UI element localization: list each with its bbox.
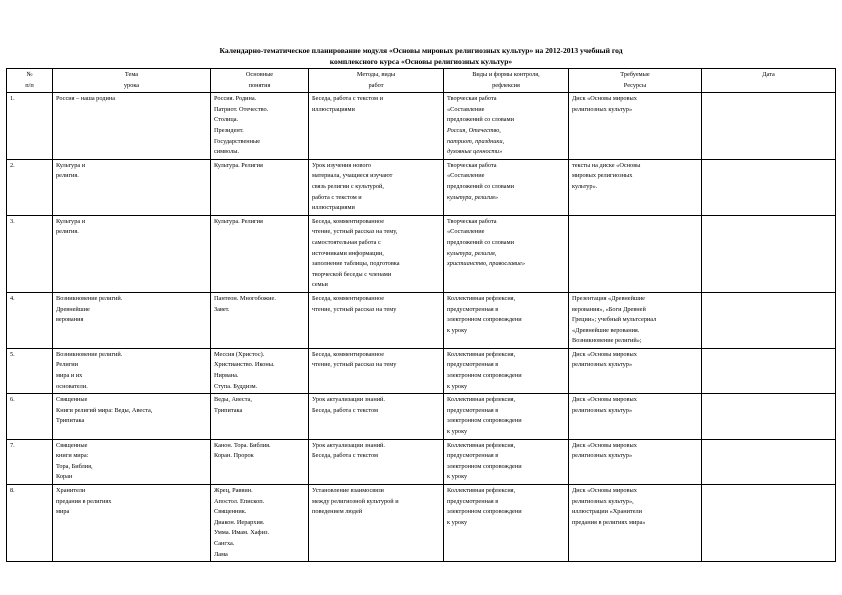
resources-line: религиозных культур», [572, 497, 634, 505]
header-row [7, 69, 836, 93]
resources-line: предания в религиях мира» [572, 518, 646, 526]
topic-line: Культура и [56, 161, 86, 169]
header-text: Ресурсы [623, 81, 647, 89]
control-line: культура, религия, [447, 249, 497, 257]
concepts-line: Культура. Религия [214, 161, 263, 169]
control-line: «Составление [447, 172, 485, 180]
cell-topic [53, 159, 211, 215]
cell-methods [309, 394, 444, 439]
control-line: Коллективная рефлексия, [447, 441, 516, 449]
cell-methods [309, 485, 444, 562]
header-text: Виды и формы контроля, [472, 71, 540, 78]
table-row [7, 292, 836, 348]
control-line: предложений со словами [447, 116, 514, 124]
header-text: № [26, 71, 33, 78]
methods-line: источниками информации, [312, 249, 384, 257]
concepts-line: Культура. Религия [214, 217, 263, 225]
control-line: электронном сопровождени [447, 462, 522, 470]
topic-line: религия. [56, 172, 79, 180]
table-row [7, 394, 836, 439]
topic-line: Священные [56, 396, 88, 404]
methods-line: Урок актуализации знаний. [312, 441, 386, 449]
methods-line: Беседа, работа с текстом и [312, 95, 383, 103]
control-line: Россия, Отечество, [447, 126, 501, 134]
concepts-line: Столица. [214, 116, 239, 124]
cell-date [702, 292, 836, 348]
methods-line: Урок изучения нового [312, 161, 372, 169]
control-line: предусмотренная в [447, 406, 499, 414]
cell-resources [569, 485, 702, 562]
cell-methods [309, 439, 444, 484]
control-line: Творческая работа [447, 95, 497, 103]
topic-line: религия. [56, 228, 79, 236]
resources-line: культур». [572, 182, 598, 190]
control-line: электронном сопровождени [447, 417, 522, 425]
resources-line: Диск «Основы мировых [572, 95, 637, 103]
cell-topic [53, 439, 211, 484]
concepts-line: Веды, Авеста, [214, 396, 252, 404]
cell-control [444, 439, 569, 484]
header-text: рефлексия [492, 81, 520, 89]
concepts-line: Сангха. [214, 539, 235, 547]
topic-line: мира [56, 508, 70, 516]
cell-methods [309, 292, 444, 348]
cell-control [444, 348, 569, 393]
control-line: электронном сопровождени [447, 508, 522, 516]
cell-methods [309, 348, 444, 393]
cell-methods [309, 215, 444, 292]
topic-line: Коран [56, 473, 73, 481]
table-row [7, 485, 836, 562]
control-line: предусмотренная в [447, 452, 499, 460]
cell-num: 2. [7, 159, 53, 215]
control-line: к уроку [447, 428, 468, 436]
concepts-line: символы. [214, 148, 240, 156]
header-text: Требуемые [620, 71, 650, 78]
methods-line: самостоятельная работа с [312, 238, 381, 246]
header-text: Основные [245, 71, 274, 78]
cell-topic [53, 292, 211, 348]
resources-line: Диск «Основы мировых [572, 441, 637, 449]
resources-line: Диск «Основы мировых [572, 350, 637, 358]
table-row [7, 215, 836, 292]
methods-line: Беседа, работа с текстом [312, 452, 379, 460]
cell-num: 5. [7, 348, 53, 393]
page-title: Календарно-тематическое планирование модуля «Основы мировых религиозных культур» на 2012-2013 учебный год [219, 46, 623, 55]
control-line: культура, религия» [447, 193, 499, 201]
resources-line: Диск «Основы мировых [572, 396, 637, 404]
cell-date [702, 394, 836, 439]
resources-line: Возникновение религий»; [572, 337, 642, 345]
resources-line: тексты на диске «Основы [572, 161, 641, 169]
concepts-line: Умма. Имам. Хафиз. [214, 529, 270, 537]
cell-num: 1. [7, 93, 53, 160]
resources-line: верования», «Боги Древней [572, 305, 646, 313]
control-line: Коллективная рефлексия, [447, 350, 516, 358]
concepts-line: Россия. Родина. [214, 95, 257, 103]
concepts-line: Завет. [214, 305, 230, 313]
cell-concepts [211, 215, 309, 292]
cell-topic [53, 394, 211, 439]
resources-line: мировых религиозных [572, 172, 633, 180]
header-text: п/п [25, 81, 34, 89]
control-line: предложений со словами [447, 182, 514, 190]
cell-resources [569, 159, 702, 215]
cell-topic [53, 93, 211, 160]
methods-line: заполнение таблицы, подготовка [312, 260, 400, 268]
topic-line: Хранители [56, 487, 86, 494]
cell-concepts [211, 292, 309, 348]
concepts-line: Президент. [214, 126, 244, 134]
resources-line: религиозных культур» [572, 452, 633, 460]
control-line: предусмотренная в [447, 361, 499, 369]
table-row [7, 439, 836, 484]
control-line: к уроку [447, 326, 468, 334]
header-text: понятия [248, 81, 271, 89]
topic-line: верования [56, 316, 84, 324]
header-text: урока [123, 81, 140, 89]
methods-line: Беседа, работа с текстом [312, 406, 379, 414]
cell-methods [309, 159, 444, 215]
cell-date [702, 159, 836, 215]
page-subtitle: комплексного курса «Основы религиозных культур» [329, 57, 513, 66]
cell-resources [569, 394, 702, 439]
header-text: Методы, виды [356, 71, 396, 78]
methods-line: иллюстрациями [312, 105, 355, 113]
topic-line: Культура и [56, 217, 86, 225]
control-line: предусмотренная в [447, 305, 499, 313]
concepts-line: Священник. [214, 508, 247, 516]
cell-concepts [211, 485, 309, 562]
cell-concepts [211, 159, 309, 215]
methods-line: чтение, устный рассказ на тему, [312, 228, 398, 236]
cell-control [444, 93, 569, 160]
concepts-line: Жрец, Раввин. [214, 487, 253, 494]
topic-line: Книги религий мира: Веды, Авеста, [56, 406, 153, 414]
cell-date [702, 215, 836, 292]
cell-control [444, 215, 569, 292]
control-line: электронном сопровождени [447, 316, 522, 324]
control-line: «Составление [447, 228, 485, 236]
control-line: к уроку [447, 473, 468, 481]
column-header-methods [309, 69, 444, 93]
cell-concepts [211, 439, 309, 484]
concepts-line: Христианство. Иконы. [214, 361, 275, 369]
cell-control [444, 485, 569, 562]
header-text: Тема [124, 71, 139, 78]
column-header-resources [569, 69, 702, 93]
control-line: христианство, православие» [447, 260, 525, 268]
header-text: работ [368, 81, 384, 89]
topic-line: Тора, Библия, [56, 462, 93, 470]
concepts-line: Диакон. Иерархия. [214, 518, 265, 526]
cell-methods [309, 93, 444, 160]
concepts-line: Государственные [214, 137, 261, 145]
methods-line: Урок актуализации знаний. [312, 396, 386, 404]
column-header-num [7, 69, 53, 93]
cell-topic [53, 215, 211, 292]
concepts-line: Пантеон. Многобожие. [214, 294, 276, 302]
topic-line: Возникновение религий. [56, 294, 123, 302]
control-line: Коллективная рефлексия, [447, 487, 516, 494]
topic-line: Древнейшие [56, 305, 90, 313]
topic-line: Религии [56, 361, 79, 369]
topic-line: книги мира: [56, 452, 89, 460]
cell-num: 7. [7, 439, 53, 484]
methods-line: Беседа, комментированное [312, 350, 385, 358]
concepts-line: Нирвана. [214, 372, 239, 380]
control-line: духовные ценности» [447, 148, 503, 156]
methods-line: иллюстрациями [312, 204, 355, 212]
methods-line: материала, учащиеся изучают [312, 172, 393, 180]
cell-topic [53, 485, 211, 562]
methods-line: Беседа, комментированное [312, 294, 385, 302]
header-text: Дата [762, 71, 775, 78]
control-line: «Составление [447, 105, 485, 113]
resources-line: религиозных культур» [572, 361, 633, 369]
control-line: предусмотренная в [447, 497, 499, 505]
cell-concepts [211, 348, 309, 393]
topic-line: Трипитака [56, 417, 85, 425]
concepts-line: Лама [214, 550, 228, 558]
cell-date [702, 93, 836, 160]
concepts-line: Коран. Пророк [214, 452, 254, 460]
cell-control [444, 159, 569, 215]
resources-line: религиозных культур» [572, 105, 633, 113]
methods-line: Установление взаимосвязи [312, 487, 384, 494]
cell-control [444, 394, 569, 439]
resources-line: Презентация «Древнейшие [572, 294, 645, 302]
cell-resources [569, 439, 702, 484]
control-line: к уроку [447, 382, 468, 390]
column-header-topic [53, 69, 211, 93]
concepts-line: Апостол. Епископ. [214, 497, 265, 505]
control-line: Коллективная рефлексия, [447, 294, 516, 302]
cell-date [702, 348, 836, 393]
resources-line: Греции»; учебный мультсериал [572, 316, 657, 324]
topic-line: предания в религиях [56, 497, 112, 505]
resources-line: иллюстрации «Хранители [572, 508, 643, 516]
methods-line: чтение, устный рассказ на тему [312, 361, 397, 369]
column-header-concepts [211, 69, 309, 93]
control-line: патриот, праздники, [447, 137, 505, 145]
topic-line: Возникновение религий. [56, 350, 123, 358]
concepts-line: Трипитака [214, 406, 243, 414]
concepts-line: Мессия (Христос). [214, 350, 265, 358]
cell-resources [569, 93, 702, 160]
resources-line: религиозных культур» [572, 406, 633, 414]
cell-num: 3. [7, 215, 53, 292]
concepts-line: Патриот. Отечество. [214, 105, 269, 113]
concepts-line: Канон. Тора. Библия. [214, 441, 271, 449]
topic-line: Россия – наша родина [56, 95, 116, 103]
control-line: предложений со словами [447, 238, 514, 246]
cell-concepts [211, 394, 309, 439]
control-line: Коллективная рефлексия, [447, 396, 516, 404]
methods-line: семьи [312, 281, 328, 289]
cell-concepts [211, 93, 309, 160]
cell-num: 6. [7, 394, 53, 439]
methods-line: между религиозной культурой и [312, 497, 399, 505]
plan-table [6, 68, 836, 562]
control-line: Творческая работа [447, 217, 497, 225]
cell-resources [569, 215, 702, 292]
topic-line: основатели. [56, 382, 88, 390]
cell-date [702, 485, 836, 562]
cell-control [444, 292, 569, 348]
column-header-control [444, 69, 569, 93]
cell-topic [53, 348, 211, 393]
topic-line: Священные [56, 441, 88, 449]
methods-line: поведением людей [312, 508, 363, 516]
cell-date [702, 439, 836, 484]
table-row [7, 348, 836, 393]
control-line: электронном сопровождени [447, 372, 522, 380]
control-line: Творческая работа [447, 161, 497, 169]
table-row [7, 159, 836, 215]
methods-line: Беседа, комментированное [312, 217, 385, 225]
column-header-date [702, 69, 836, 93]
cell-num: 4. [7, 292, 53, 348]
table-row [7, 93, 836, 160]
cell-resources [569, 348, 702, 393]
methods-line: чтение, устный рассказ на тему [312, 305, 397, 313]
methods-line: работа с текстом и [312, 193, 362, 201]
resources-line: Диск «Основы мировых [572, 487, 637, 494]
resources-line: «Древнейшие верования. [572, 326, 640, 334]
topic-line: мира и их [56, 372, 83, 380]
methods-line: связь религии с культурой, [312, 182, 384, 190]
methods-line: творческой беседы с членами [312, 270, 392, 278]
control-line: к уроку [447, 518, 468, 526]
concepts-line: Ступа. Буддизм. [214, 382, 258, 390]
cell-resources [569, 292, 702, 348]
cell-num: 8. [7, 485, 53, 562]
